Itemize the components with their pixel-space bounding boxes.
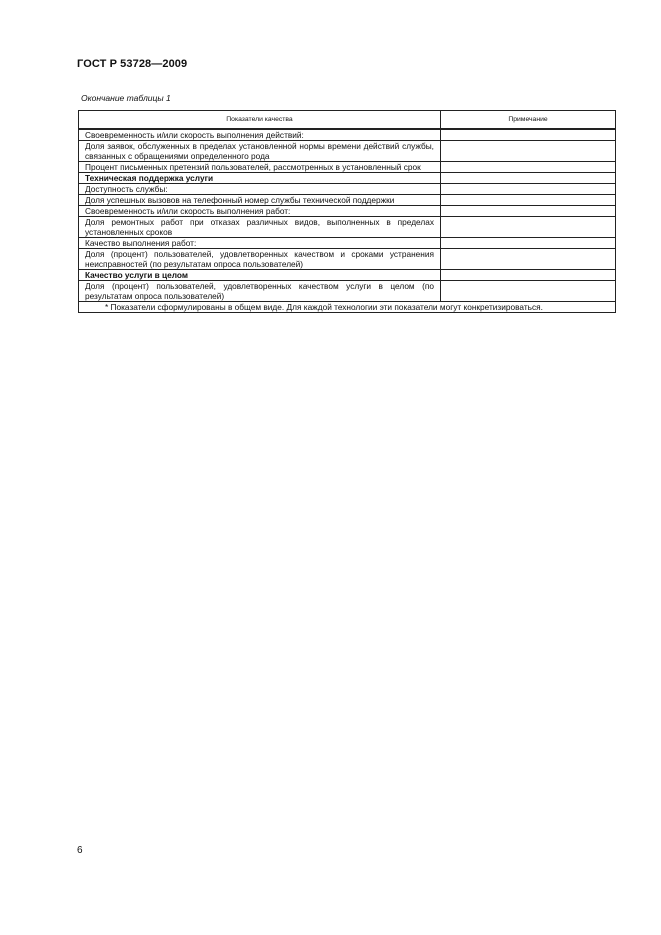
note-cell: [441, 173, 616, 184]
note-cell: [441, 162, 616, 173]
note-cell: [441, 141, 616, 162]
table-row: [79, 129, 616, 141]
table-row: [79, 162, 616, 173]
table-footnote-row: [79, 302, 616, 313]
column-header-note: Примечание: [441, 111, 616, 130]
indicator-cell: Доля заявок, обслуженных в пределах установленной нормы времени действий службы, связанных с обращениями определенного рода: [79, 141, 441, 162]
note-cell: [441, 270, 616, 281]
indicator-cell: Качество выполнения работ:: [79, 238, 441, 249]
table-row: [79, 249, 616, 270]
indicator-cell: Своевременность и/или скорость выполнения работ:: [79, 206, 441, 217]
footnote-text: * Показатели сформулированы в общем виде. Для каждой технологии эти показатели могут конкретизироваться.: [105, 302, 543, 312]
indicator-cell: Доля ремонтных работ при отказах различных видов, выполненных в пределах установленных сроков: [79, 217, 441, 238]
page-number: 6: [77, 845, 83, 856]
table-row-section-heading: [79, 270, 616, 281]
note-cell: [441, 129, 616, 141]
note-cell: [441, 217, 616, 238]
table-row: [79, 195, 616, 206]
section-heading-cell: Техническая поддержка услуги: [79, 173, 441, 184]
note-cell: [441, 238, 616, 249]
indicator-cell: Доля (процент) пользователей, удовлетворенных качеством и сроками устранения неисправностей (по результатам опроса пользователей): [79, 249, 441, 270]
indicator-cell: Доля (процент) пользователей, удовлетворенных качеством услуги в целом (по результатам опроса пользователей): [79, 281, 441, 302]
document-code: ГОСТ Р 53728—2009: [77, 58, 188, 70]
footnote-cell: [79, 302, 616, 313]
table-row: [79, 217, 616, 238]
note-cell: [441, 281, 616, 302]
note-cell: [441, 206, 616, 217]
indicator-cell: Доля успешных вызовов на телефонный номер службы технической поддержки: [79, 195, 441, 206]
table-row: [79, 238, 616, 249]
table-caption: Окончание таблицы 1: [81, 93, 171, 103]
note-cell: [441, 184, 616, 195]
indicator-cell: Доступность службы:: [79, 184, 441, 195]
table-row-section-heading: [79, 173, 616, 184]
table-header-row: [79, 111, 616, 130]
indicator-cell: Процент письменных претензий пользователей, рассмотренных в установленный срок: [79, 162, 441, 173]
table-row: [79, 206, 616, 217]
column-header-indicators: Показатели качества: [79, 111, 441, 130]
quality-indicators-table: [78, 110, 616, 313]
note-cell: [441, 195, 616, 206]
table-row: [79, 141, 616, 162]
table-body: [79, 129, 616, 313]
indicator-cell: Своевременность и/или скорость выполнения действий:: [79, 129, 441, 141]
note-cell: [441, 249, 616, 270]
section-heading-cell: Качество услуги в целом: [79, 270, 441, 281]
table-row: [79, 184, 616, 195]
table-row: [79, 281, 616, 302]
